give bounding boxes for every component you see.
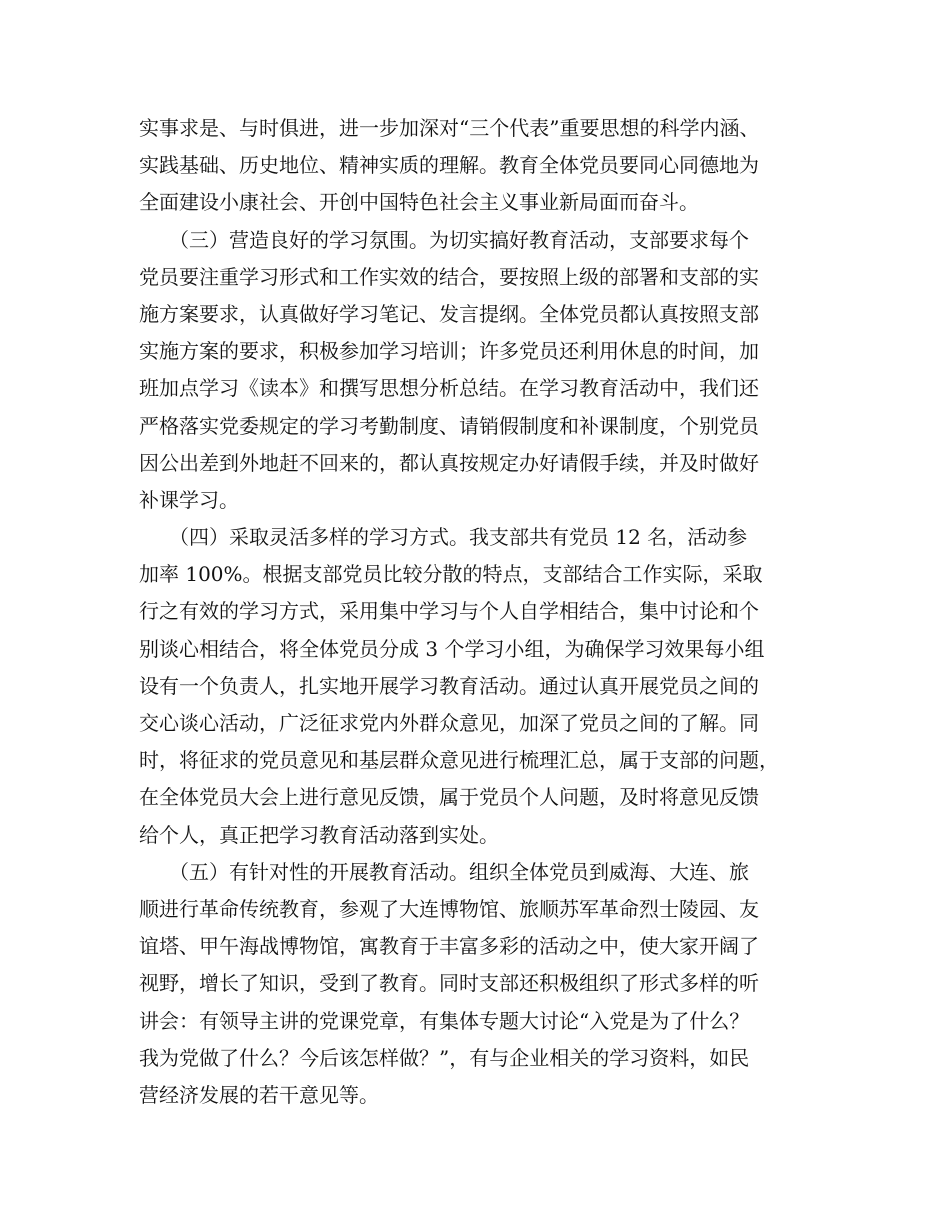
text-line: 顺进行革命传统教育，参观了大连博物馆、旅顺苏军革命烈士陵园、友 xyxy=(139,896,759,921)
paragraph-section-5 xyxy=(139,854,829,1114)
text-line: （五）有针对性的开展教育活动。组织全体党员到威海、大连、旅 xyxy=(169,859,749,884)
paragraph-section-4 xyxy=(139,519,829,854)
text-line: 全面建设小康社会、开创中国特色社会主义事业新局面而奋斗。 xyxy=(139,190,699,215)
text-line: 实事求是、与时俱进，进一步加深对“三个代表”重要思想的科学内涵、 xyxy=(139,116,760,140)
text-line: 党员要注重学习形式和工作实效的结合，要按照上级的部署和支部的实 xyxy=(139,264,759,289)
text-line: 行之有效的学习方式，采用集中学习与个人自学相结合，集中讨论和个 xyxy=(139,599,759,624)
text-line: 我为党做了什么？今后该怎样做？”，有与企业相关的学习资料，如民 xyxy=(139,1045,750,1070)
text-line: 时，将征求的党员意见和基层群众意见进行梳理汇总，属于支部的问题， xyxy=(139,748,779,773)
text-line: 班加点学习《读本》和撰写思想分析总结。在学习教育活动中，我们还 xyxy=(139,376,759,401)
text-line: （三）营造良好的学习氛围。为切实搞好教育活动，支部要求每个 xyxy=(169,227,749,252)
text-line: 给个人，真正把学习教育活动落到实处。 xyxy=(139,822,499,847)
text-line: 加率 100%。根据支部党员比较分散的特点，支部结合工作实际，采取 xyxy=(139,562,763,587)
text-line: 设有一个负责人，扎实地开展学习教育活动。通过认真开展党员之间的 xyxy=(139,673,759,698)
text-line: 别谈心相结合，将全体党员分成 3 个学习小组，为确保学习效果每小组 xyxy=(139,636,765,661)
text-line: 实施方案的要求，积极参加学习培训；许多党员还利用休息的时间，加 xyxy=(139,339,759,364)
document-body xyxy=(139,110,829,1114)
paragraph-continuation xyxy=(139,110,829,222)
text-line: 因公出差到外地赶不回来的，都认真按规定办好请假手续，并及时做好 xyxy=(139,450,759,475)
text-line: （四）采取灵活多样的学习方式。我支部共有党员 12 名，活动参 xyxy=(169,525,748,550)
text-line: 在全体党员大会上进行意见反馈，属于党员个人问题，及时将意见反馈 xyxy=(139,785,759,810)
text-line: 施方案要求，认真做好学习笔记、发言提纲。全体党员都认真按照支部 xyxy=(139,301,759,326)
text-line: 严格落实党委规定的学习考勤制度、请销假制度和补课制度，个别党员 xyxy=(139,413,759,438)
text-line: 讲会：有领导主讲的党课党章，有集体专题大讨论“入党是为了什么？ xyxy=(139,1008,750,1033)
text-line: 谊塔、甲午海战博物馆，寓教育于丰富多彩的活动之中，使大家开阔了 xyxy=(139,934,759,959)
text-line: 交心谈心活动，广泛征求党内外群众意见，加深了党员之间的了解。同 xyxy=(139,711,759,735)
text-line: 营经济发展的若干意见等。 xyxy=(139,1082,379,1107)
text-line: 补课学习。 xyxy=(139,487,239,512)
text-line: 视野，增长了知识，受到了教育。同时支部还积极组织了形式多样的听 xyxy=(139,971,759,996)
text-line: 实践基础、历史地位、精神实质的理解。教育全体党员要同心同德地为 xyxy=(139,153,759,178)
paragraph-section-3 xyxy=(139,222,829,520)
